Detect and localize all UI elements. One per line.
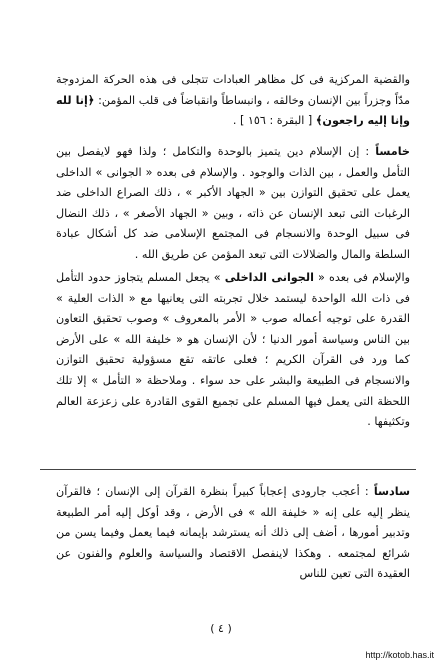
paragraph-4 xyxy=(56,482,410,585)
paragraph-1 xyxy=(56,70,410,132)
paragraph-1-text-b: [ البقرة : ١٥٦ ] . xyxy=(232,114,316,128)
paragraph-3 xyxy=(56,268,410,433)
paragraph-3-text-b: » يجعل المسلم يتجاوز حدود التأمل فى ذات الله الواحدة ليستمد خلال تجربته التى يعانيها مع « الذات العلية » القدرة على توجيه أعماله صوب « الأمر بالمعروف » وصوب تحقيق التعاون بين الناس وسياسة أمور الدنيا ؛ لأن الإنسان هو « خليفة الله » على الأرض كما ورد فى القرآن الكريم ؛ فعلى عاتقه تقع مسؤولية تحقيق التوازن والانسجام فى الطبيعة والبشر على حد سواء . وملاحظة « التأمل » إلا تلك اللحظة التى يعمل فيها المسلم على تجميع القوى القادرة على زعزعة العالم وتكثيفها . xyxy=(56,271,410,429)
paragraph-2 xyxy=(56,142,410,266)
footer-url[interactable]: http://kotob.has.it xyxy=(365,650,434,660)
paragraph-2-text: : إن الإسلام دين يتميز بالوحدة والتكامل ؛ ولذا فهو لايفصل بين التأمل والعمل ، بين الذات والوجود . والإسلام فى بعده « الجوانى » الداخلى يعمل على تحقيق التوازن بين « الجهاد الأكبر » ، ذلك الصراع الداخلى ضد الرغبات التى تبعد الإنسان عن ذاته ، وبين « الجهاد الأصغر » ، ذلك النضال فى سبيل الوحدة والانسجام فى المجتمع الإسلامى ضد كل أشكال عبادة السلطة والمال والضلالات التى تبعد المؤمن عن طريق الله . xyxy=(56,145,410,261)
paragraph-1-text-a: والقضية المركزية فى كل مظاهر العبادات تتجلى فى هذه الحركة المزدوجة مدّاً وجزراً بين الإنسان وخالقه ، وانبساطاً وانقباضاً فى قلب المؤمن: xyxy=(56,73,410,107)
section-heading-sixth: سادساً xyxy=(373,485,410,498)
section-heading-fifth: خامساً xyxy=(375,145,410,158)
paragraph-4-text: : أعجب جارودى إعجاباً كبيراً بنظرة القرآن إلى الإنسان ؛ فالقرآن ينظر إليه على إنه « خليفة الله » فى الأرض ، وقد أوكل إليه أمر الطبيعة وتدبير أمورها ، أضف إلى ذلك أنه يسترشد بإيمانه فيما يعمل وفيما يسن من شرائع لمجتمعه . وهكذا لاينفصل الاقتصاد والسياسة والعلوم والفنون عن العقيدة التى تعين للناس xyxy=(56,485,410,581)
paragraph-3-text-a: والإسلام فى بعده « xyxy=(313,271,410,284)
section-divider xyxy=(40,469,416,470)
page-number: ( ٤ ) xyxy=(210,622,232,635)
quran-quote: ﴿إنا لله وإنا إليه راجعون﴾ xyxy=(56,93,410,128)
paragraph-3-emphasis: الجوانى الداخلى xyxy=(224,271,314,284)
